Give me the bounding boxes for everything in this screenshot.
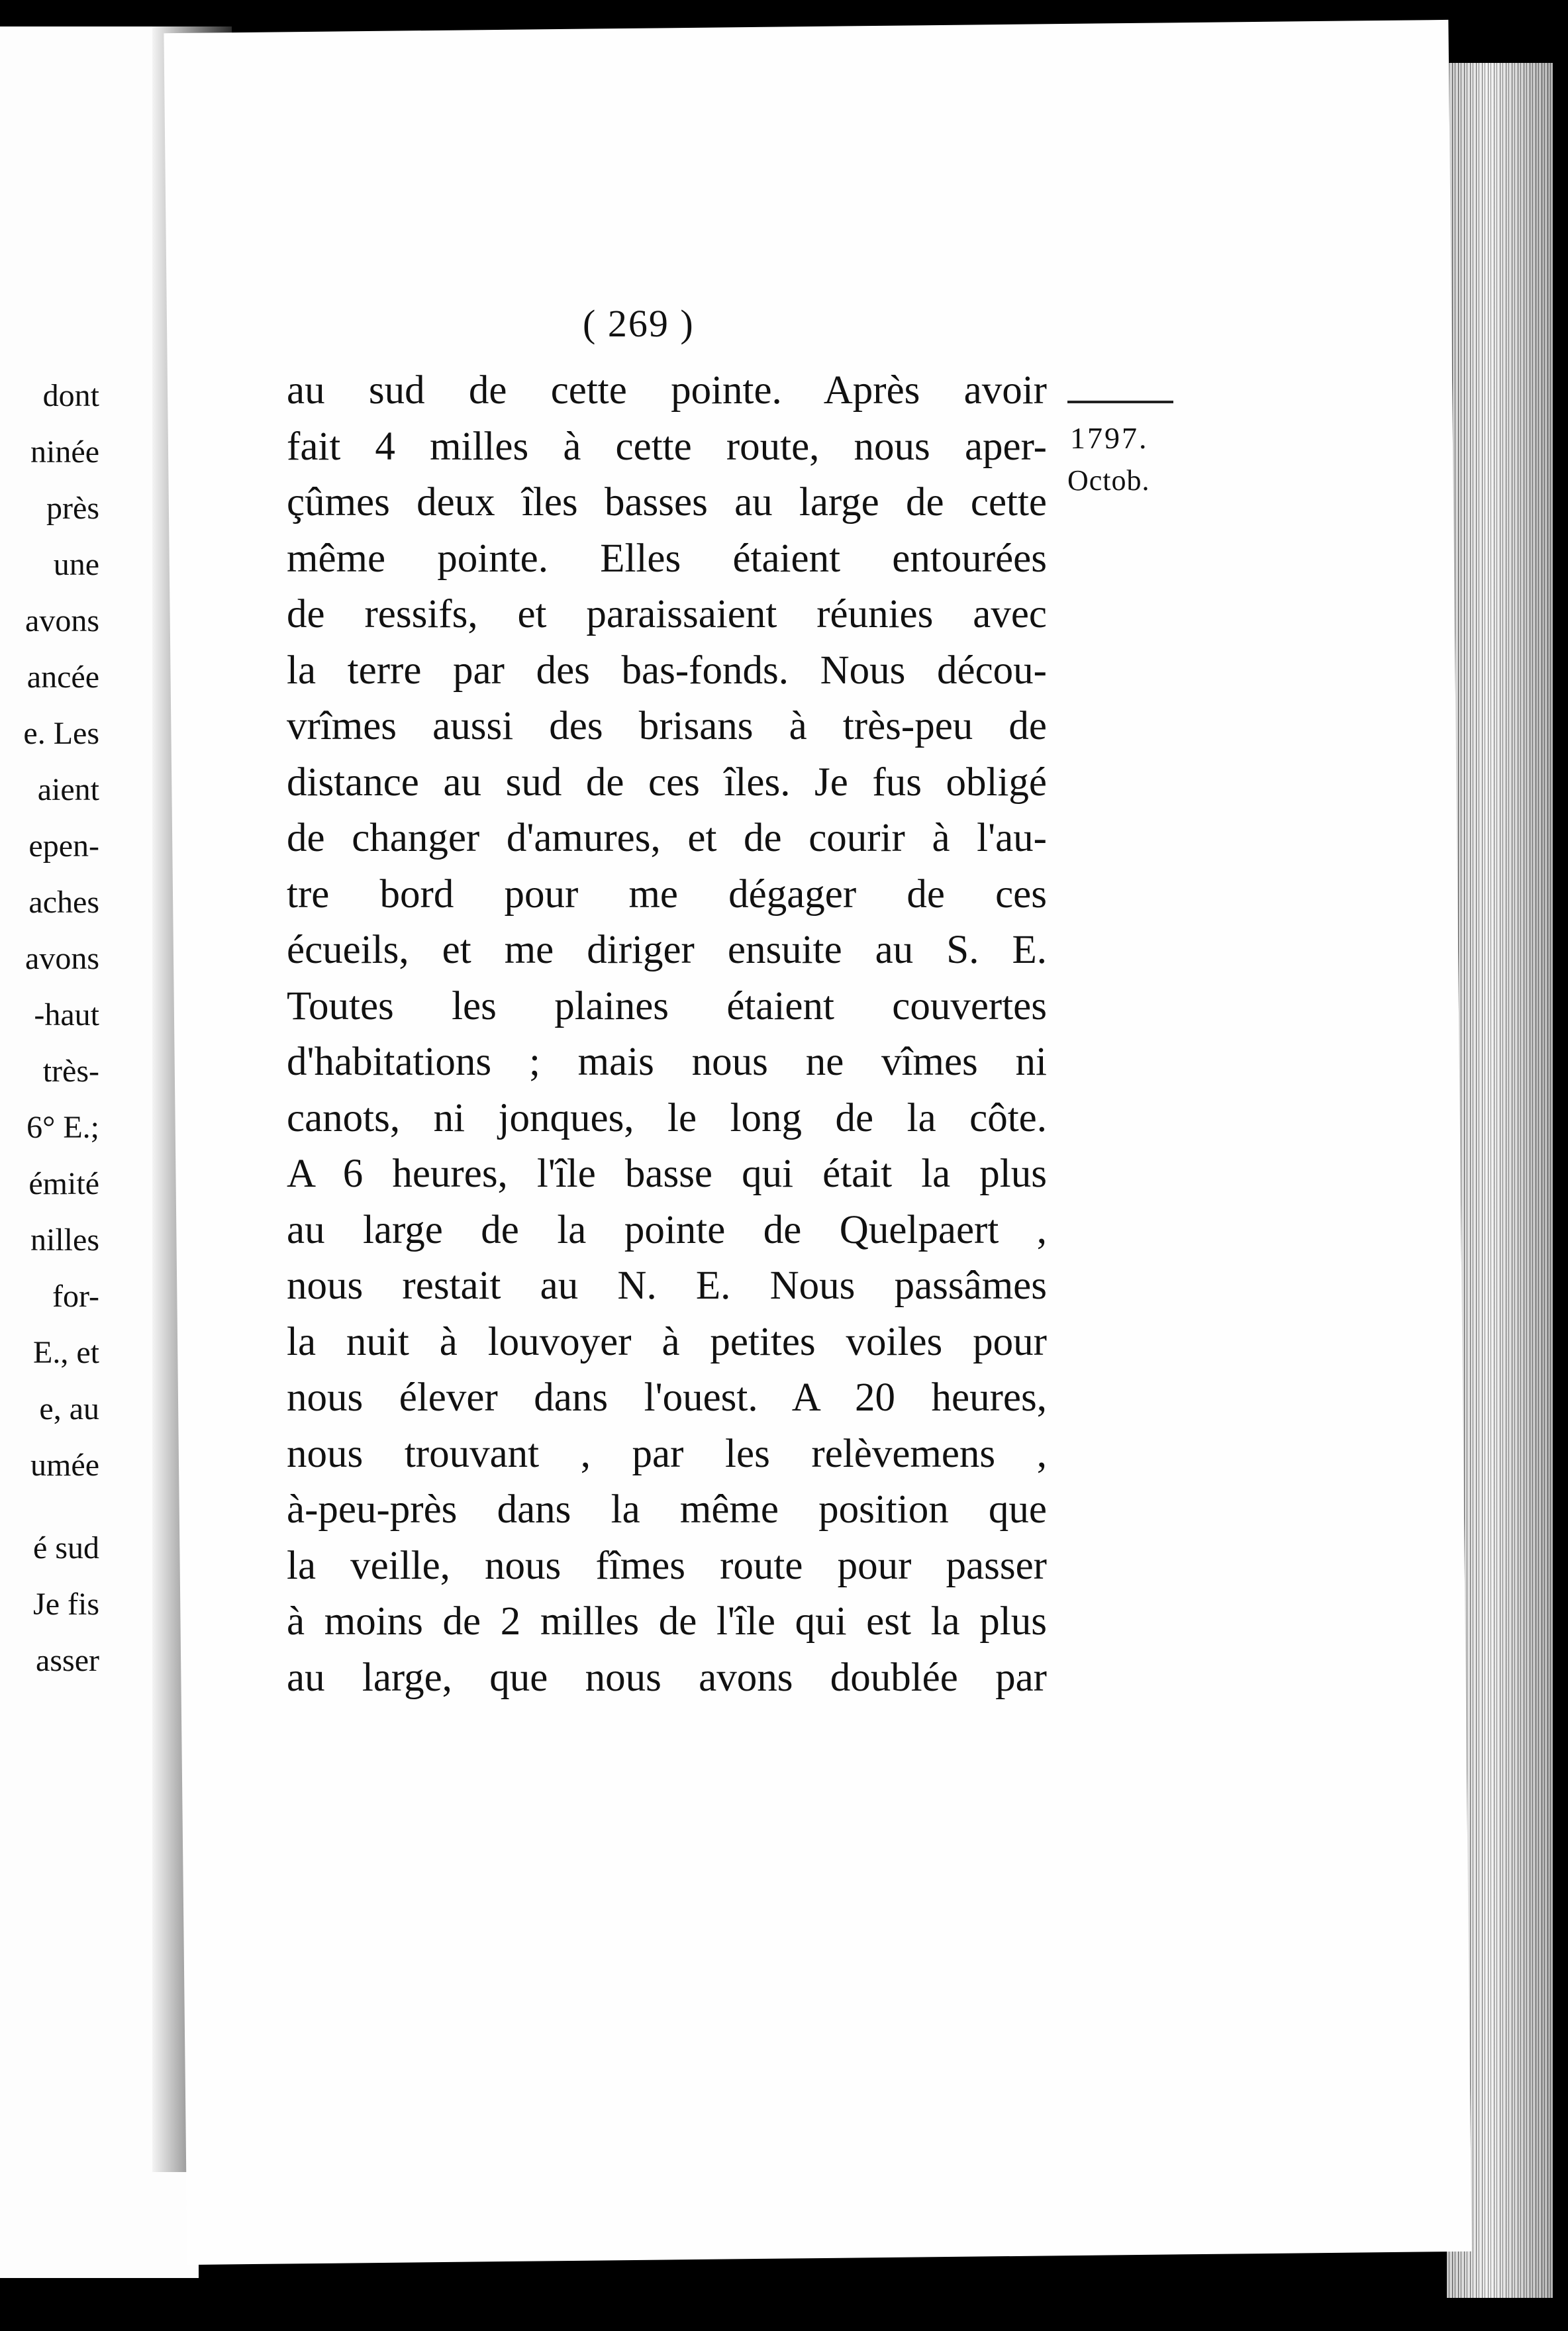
text-line: fait 4 milles à cette route, nous aper- bbox=[287, 424, 1047, 469]
text-line: vrîmes aussi des brisans à très-peu de bbox=[287, 704, 1047, 748]
text-line: écueils, et me diriger ensuite au S. E. bbox=[287, 928, 1047, 972]
left-page-line: près bbox=[46, 491, 99, 526]
text-line: d'habitations ; mais nous ne vîmes ni bbox=[287, 1040, 1047, 1084]
left-page-line: e. Les bbox=[23, 716, 99, 751]
left-page-line: avons bbox=[25, 941, 99, 976]
left-page-line: nilles bbox=[30, 1222, 99, 1258]
left-page-line: Je fis bbox=[33, 1587, 99, 1622]
text-line: la terre par des bas-fonds. Nous décou- bbox=[287, 648, 1047, 693]
text-line: A 6 heures, l'île basse qui était la plus bbox=[287, 1152, 1047, 1196]
left-page-line: epen- bbox=[28, 828, 99, 864]
text-line: à moins de 2 milles de l'île qui est la plus bbox=[287, 1599, 1047, 1644]
left-page-line: émité bbox=[28, 1166, 99, 1201]
text-line: Toutes les plaines étaient couvertes bbox=[287, 983, 1047, 1028]
text-line: de ressifs, et paraissaient réunies avec bbox=[287, 592, 1047, 636]
left-page-line: -haut bbox=[34, 997, 99, 1032]
left-page-line: dont bbox=[42, 378, 99, 413]
text-line: la veille, nous fîmes route pour passer bbox=[287, 1543, 1047, 1588]
left-page-text bbox=[0, 368, 99, 1689]
left-page-line: e, au bbox=[39, 1391, 99, 1426]
left-page-line: une bbox=[53, 547, 99, 582]
text-line: de changer d'amures, et de courir à l'au- bbox=[287, 816, 1047, 860]
text-line: tre bord pour me dégager de ces bbox=[287, 871, 1047, 917]
left-page-line: umée bbox=[30, 1448, 99, 1483]
text-line: même pointe. Elles étaient entourées bbox=[287, 536, 1047, 581]
left-page-line: asser bbox=[36, 1643, 99, 1678]
text-line: canots, ni jonques, le long de la côte. bbox=[287, 1095, 1047, 1140]
text-line: à-peu-près dans la même position que bbox=[287, 1487, 1047, 1532]
left-page-line: E., et bbox=[33, 1335, 99, 1370]
page-number-header: ( 269 ) bbox=[583, 302, 695, 345]
margin-note-year: 1797. bbox=[1070, 421, 1149, 455]
margin-rule bbox=[1067, 401, 1173, 403]
text-line: au sud de cette pointe. Après avoir bbox=[287, 368, 1047, 413]
text-line: distance au sud de ces îles. Je fus obligé bbox=[287, 760, 1047, 805]
left-page-line: avons bbox=[25, 603, 99, 638]
left-page-line: aches bbox=[28, 885, 99, 920]
left-page-line: é sud bbox=[33, 1530, 99, 1565]
left-page-line: très- bbox=[42, 1054, 99, 1089]
left-page-line: ancée bbox=[26, 660, 99, 695]
text-line: au large, que nous avons doublée par bbox=[287, 1655, 1047, 1700]
text-line: nous restait au N. E. Nous passâmes bbox=[287, 1264, 1047, 1308]
left-page-line: ninée bbox=[30, 434, 99, 470]
left-page-line: aient bbox=[37, 772, 99, 807]
left-page-line: for- bbox=[52, 1279, 99, 1314]
text-line: nous trouvant , par les relèvemens , bbox=[287, 1431, 1047, 1476]
text-line: çûmes deux îles basses au large de cette bbox=[287, 480, 1047, 524]
left-page-line: 6° E.; bbox=[26, 1110, 99, 1145]
body-text bbox=[287, 363, 1047, 1706]
margin-note-month: Octob. bbox=[1067, 464, 1150, 497]
text-line: au large de la pointe de Quelpaert , bbox=[287, 1207, 1047, 1252]
text-line: nous élever dans l'ouest. A 20 heures, bbox=[287, 1375, 1047, 1420]
text-line: la nuit à louvoyer à petites voiles pour bbox=[287, 1319, 1047, 1364]
